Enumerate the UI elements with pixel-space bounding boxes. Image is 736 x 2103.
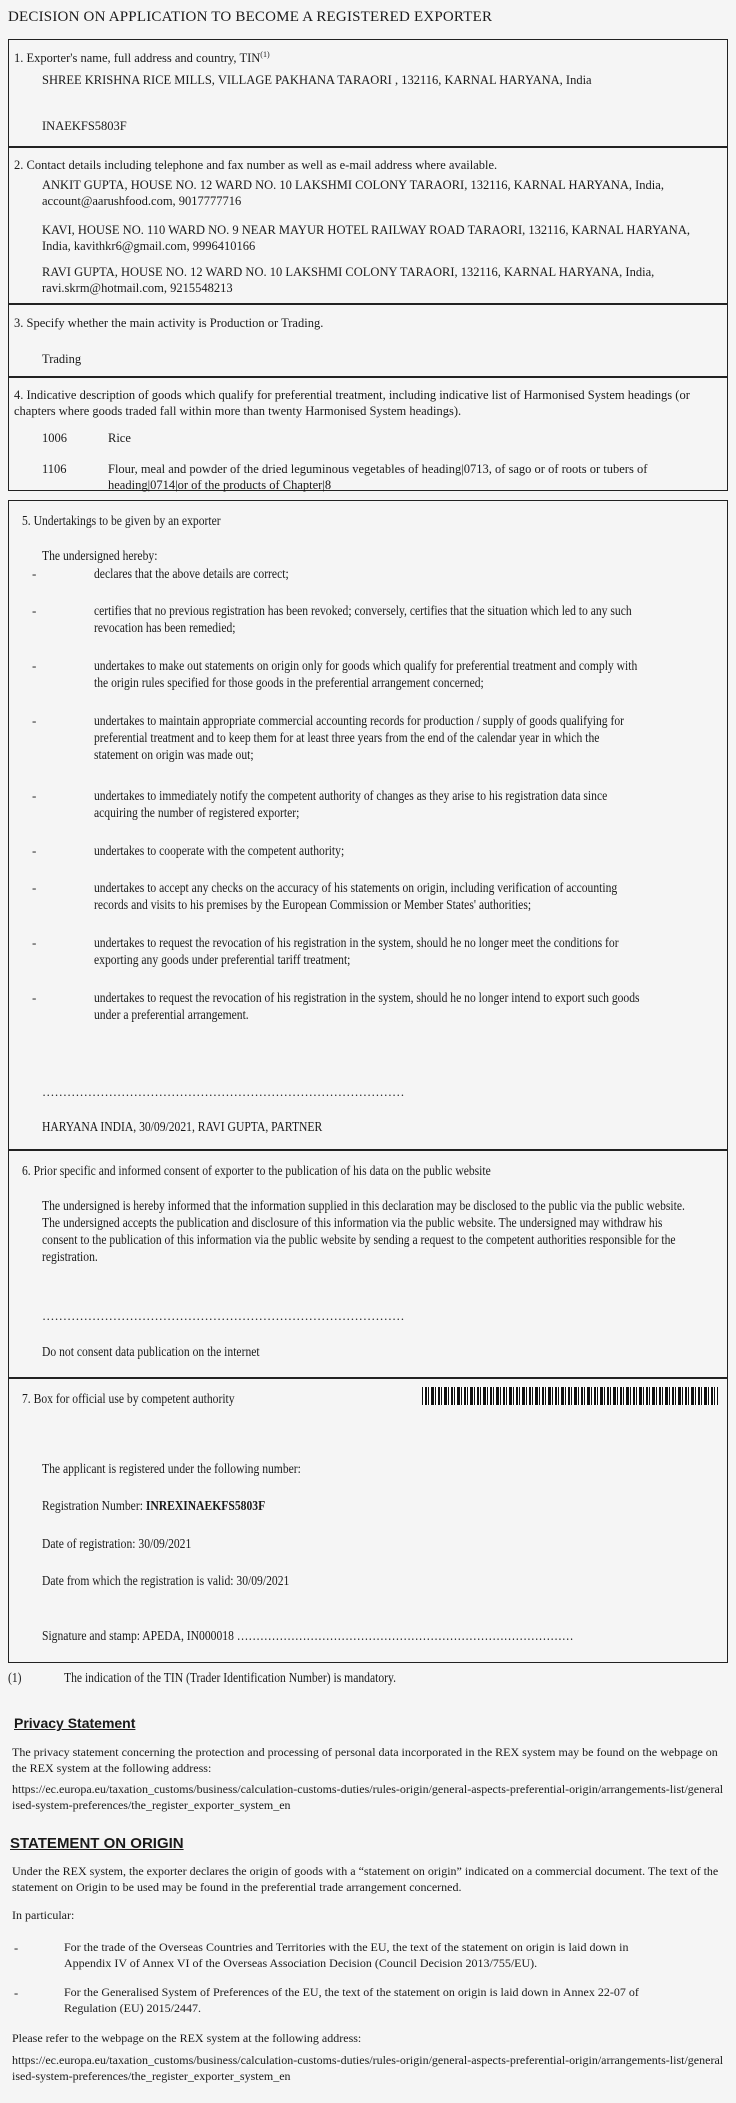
contact-item: RAVI GUPTA, HOUSE NO. 12 WARD NO. 10 LAKSHMI COLONY TARAORI, 132116, KARNAL HARYANA, India, ravi.skrm@hotmail.com, 9215548213 [42, 265, 655, 296]
goods-description: Rice [108, 431, 131, 445]
exporter-address: SHREE KRISHNA RICE MILLS, VILLAGE PAKHANA TARAORI , 132116, KARNAL HARYANA, India [42, 73, 592, 87]
official-signature: Signature and stamp: APEDA, IN000018 …………………………………………………………………………… [42, 1628, 574, 1643]
contact-item: ANKIT GUPTA, HOUSE NO. 12 WARD NO. 10 LAKSHMI COLONY TARAORI, 132116, KARNAL HARYANA, India, account@aarushfood.com, 9017777716 [42, 178, 664, 209]
consent-text: The undersigned is hereby informed that the information supplied in this declaration may be disclosed to the public via the public website. The undersigned accepts the publication and disclosure of this information via the public website. The undersigned may withdraw his consent to the publication of this information via the public website by sending a request to the competent authorities responsible for the registration. [42, 1198, 685, 1264]
undertaking-item: undertakes to make out statements on origin only for goods which qualify for preferential treatment and comply with the origin rules specified for those goods in the preferential arrangement concerned; [94, 658, 638, 690]
undertaking-item: undertakes to request the revocation of his registration in the system, should he no longer meet the conditions for exporting any goods under preferential tariff treatment; [94, 935, 619, 967]
box3-label: 3. Specify whether the main activity is Production or Trading. [14, 316, 324, 330]
hs-code: 1106 [42, 462, 67, 476]
privacy-text: The privacy statement concerning the protection and processing of personal data incorporated in the REX system may be found on the webpage on the REX system at the following address: [12, 1745, 718, 1775]
privacy-heading: Privacy Statement [14, 1715, 136, 1731]
contact-item: KAVI, HOUSE NO. 110 WARD NO. 9 NEAR MAYUR HOTEL RAILWAY ROAD TARAORI, 132116, KARNAL HARYANA, India, kavithkr6@gmail.com, 9996410166 [42, 223, 690, 254]
statement-item: For the Generalised System of Preferences of the EU, the text of the statement on origin is laid down in Annex 22-07 of Regulation (EU) 2015/2447. [64, 1985, 639, 2015]
box4-label: 4. Indicative description of goods which qualify for preferential treatment, including indicative list of Harmonised System headings (or chapters where goods traded fall within more than twenty Harmonised System headings). [14, 388, 690, 419]
in-particular-label: In particular: [12, 1908, 75, 1922]
undertaking-item: certifies that no previous registration has been revoked; conversely, certifies that the situation which led to any such revocation has been remedied; [94, 603, 632, 635]
list-dash: - [32, 990, 37, 1005]
list-dash: - [32, 658, 37, 673]
undertaking-item: undertakes to maintain appropriate commercial accounting records for production / supply of goods qualifying for preferential treatment and to keep them for at least three years from the end of the calendar year in which the statement on origin was made out; [94, 713, 625, 762]
registration-number: INREXINAEKFS5803F [145, 1498, 266, 1513]
footnote-text: The indication of the TIN (Trader Identification Number) is mandatory. [64, 1670, 396, 1685]
undertaking-item: undertakes to request the revocation of his registration in the system, should he no longer intend to export such goods under a preferential arrangement. [94, 990, 640, 1022]
statement-item: For the trade of the Overseas Countries and Territories with the EU, the text of the statement on origin is laid down in Appendix IV of Annex VI of the Overseas Association Decision (Council Decision 2013/755/EU). [64, 1940, 629, 1970]
refer-text: Please refer to the webpage on the REX system at the following address: [12, 2031, 362, 2045]
registration-date: Date of registration: 30/09/2021 [42, 1536, 192, 1551]
barcode-image [422, 1387, 718, 1405]
undertakings-intro: The undersigned hereby: [42, 548, 158, 563]
box1-label: 1. Exporter's name, full address and country, TIN$^{(1)}$ [14, 50, 270, 66]
hs-code: 1006 [42, 431, 67, 445]
box6-label: 6. Prior specific and informed consent of exporter to the publication of his data on the public website [22, 1163, 491, 1178]
footnote-marker: (1) [8, 1670, 22, 1685]
consent-dots: …………………………………………………………………………… [42, 1309, 405, 1323]
validity-date: Date from which the registration is valid: 30/09/2021 [42, 1573, 290, 1588]
document-title: DECISION ON APPLICATION TO BECOME A REGISTERED EXPORTER [8, 9, 493, 25]
list-dash: - [14, 1986, 19, 2000]
statement-heading: STATEMENT ON ORIGIN [10, 1835, 184, 1852]
exporter-tin: INAEKFS5803F [42, 119, 127, 133]
undertaking-signature: HARYANA INDIA, 30/09/2021, RAVI GUPTA, PARTNER [42, 1119, 323, 1134]
undertaking-item: declares that the above details are correct; [94, 566, 289, 581]
undertaking-item: undertakes to cooperate with the competent authority; [94, 843, 345, 858]
list-dash: - [32, 603, 37, 618]
privacy-url[interactable]: https://ec.europa.eu/taxation_customs/business/calculation-customs-duties/rules-origin/general-aspects-preferential-origin/arrangements-list/generalised-system-preferences/the_register_exporter_system_en [12, 1782, 724, 1812]
goods-description: Flour, meal and powder of the dried leguminous vegetables of heading|0713, of sago or of roots or tubers of heading|0714|or of the products of Chapter|8 [108, 462, 648, 493]
box-official-use [8, 1378, 728, 1663]
signature-dots: …………………………………………………………………………… [42, 1085, 405, 1099]
main-activity-value: Trading [42, 352, 82, 366]
list-dash: - [14, 1941, 19, 1955]
box2-label: 2. Contact details including telephone and fax number as well as e-mail address where available. [14, 158, 498, 172]
registered-text: The applicant is registered under the following number: [42, 1461, 301, 1476]
list-dash: - [32, 788, 37, 803]
list-dash: - [32, 935, 37, 950]
list-dash: - [32, 713, 37, 728]
box5-label: 5. Undertakings to be given by an exporter [22, 513, 221, 528]
registration-number-line: Registration Number: INREXINAEKFS5803F [42, 1498, 266, 1513]
list-dash: - [32, 843, 37, 858]
list-dash: - [32, 566, 37, 581]
undertaking-item: undertakes to immediately notify the competent authority of changes as they arise to his registration data since acquiring the number of registered exporter; [94, 788, 608, 820]
statement-url[interactable]: https://ec.europa.eu/taxation_customs/business/calculation-customs-duties/rules-origin/general-aspects-preferential-origin/arrangements-list/generalised-system-preferences/the_register_exporter_system_en [12, 2053, 724, 2083]
undertaking-item: undertakes to accept any checks on the accuracy of his statements on origin, including verification of accounting records and visits to his premises by the European Commission or Member States' authorities; [94, 880, 618, 912]
box-undertakings [8, 500, 728, 1150]
statement-text: Under the REX system, the exporter declares the origin of goods with a “statement on origin” indicated on a commercial document. The text of the statement on Origin to be used may be found in the preferential trade arrangement concerned. [12, 1864, 719, 1894]
box7-label: 7. Box for official use by competent authority [22, 1391, 235, 1406]
list-dash: - [32, 880, 37, 895]
consent-value: Do not consent data publication on the internet [42, 1344, 260, 1359]
tin-footnote-marker: (1) [260, 50, 270, 59]
